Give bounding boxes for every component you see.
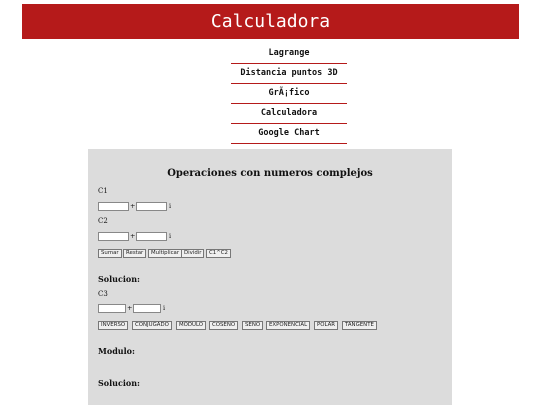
conjugado-button[interactable]: CONJUGADO	[132, 321, 172, 330]
nav-item-lagrange[interactable]: Lagrange	[231, 44, 347, 64]
nav-menu	[231, 44, 347, 144]
nav-item-google-chart[interactable]: Google Chart	[231, 124, 347, 144]
c1-label: C1	[98, 187, 108, 195]
restar-button[interactable]: Restar	[123, 249, 146, 258]
coseno-button[interactable]: COSENO	[209, 321, 238, 330]
exponencial-button[interactable]: EXPONENCIAL	[266, 321, 310, 330]
tangente-button[interactable]: TANGENTE	[342, 321, 377, 330]
c3-imag-input[interactable]	[133, 304, 161, 313]
c2-imag-unit: i	[169, 232, 172, 240]
c1-real-input[interactable]	[98, 202, 129, 211]
c1-imag-input[interactable]	[136, 202, 167, 211]
c1-plus: +	[130, 202, 136, 210]
dividir-button[interactable]: Dividir	[181, 249, 204, 258]
modulo-button[interactable]: MÓDULO	[176, 321, 206, 330]
c3-real-input[interactable]	[98, 304, 126, 313]
c2-label: C2	[98, 217, 108, 225]
c2-real-input[interactable]	[98, 232, 129, 241]
c2-plus: +	[130, 232, 136, 240]
c2-imag-input[interactable]	[136, 232, 167, 241]
polar-button[interactable]: POLAR	[314, 321, 338, 330]
header-title: Calculadora	[210, 11, 331, 32]
page-header	[22, 4, 519, 39]
c3-imag-unit: i	[163, 304, 166, 312]
inverso-button[interactable]: INVERSO	[98, 321, 128, 330]
multiplicar-button[interactable]: Multiplicar	[148, 249, 182, 258]
seno-button[interactable]: SENO	[242, 321, 263, 330]
nav-item-grafico[interactable]: GrÃ¡fico	[231, 84, 347, 104]
power-button[interactable]: C1^C2	[206, 249, 231, 258]
nav-item-calculadora[interactable]: Calculadora	[231, 104, 347, 124]
c1-imag-unit: i	[169, 202, 172, 210]
c3-label: C3	[98, 290, 108, 298]
c3-plus: +	[127, 304, 133, 312]
sumar-button[interactable]: Sumar	[98, 249, 122, 258]
panel-title: Operaciones con numeros complejos	[167, 168, 373, 179]
nav-item-distancia[interactable]: Distancia puntos 3D	[231, 64, 347, 84]
solucion-final-label: Solucion:	[98, 378, 140, 388]
modulo-label: Modulo:	[98, 346, 135, 356]
solucion-label: Solucion:	[98, 274, 140, 284]
complex-calculator-panel	[88, 149, 452, 405]
